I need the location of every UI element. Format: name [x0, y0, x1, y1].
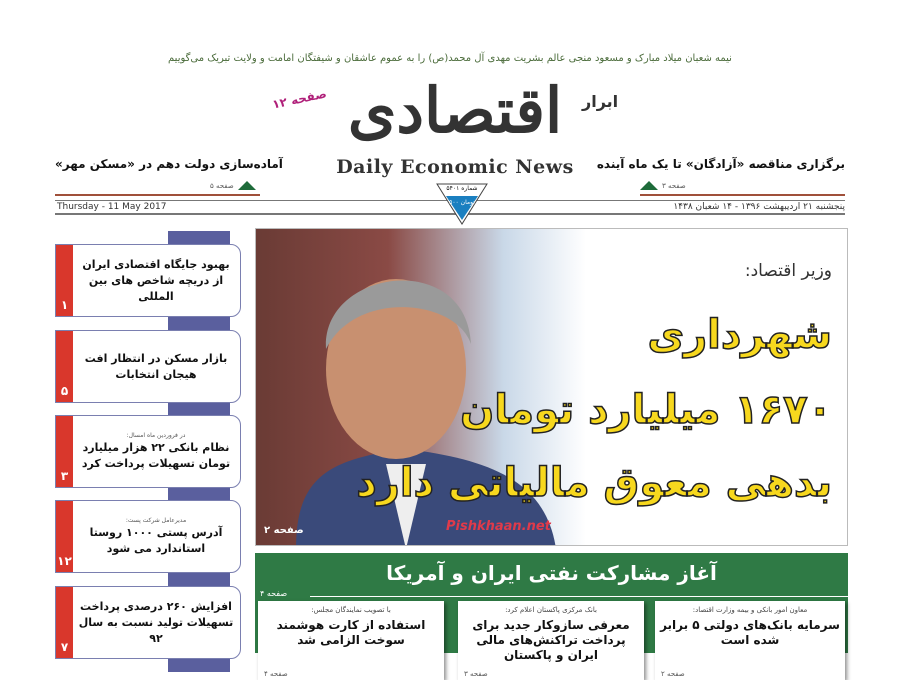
sidebar-title: بهبود جایگاه اقتصادی ایران از دریچه شاخص های بین المللی: [82, 257, 230, 303]
issue-badge: [435, 182, 489, 226]
sidebar-title: آدرس پستی ۱۰۰۰ روستا استاندارد می شود: [89, 526, 223, 555]
card-page: صفحه ۳: [464, 670, 488, 678]
sidebar-item[interactable]: [55, 415, 241, 488]
watermark: Pishkhaan.net: [446, 519, 551, 534]
card-page: صفحه ۴: [264, 670, 288, 678]
card-title: معرفی سازوکار جدید برای پرداخت تراکنش‌های مالی ایران و پاکستان: [472, 618, 630, 662]
divider: [55, 194, 260, 196]
sidebar-item[interactable]: [55, 330, 241, 403]
page-number: ۱: [60, 298, 69, 312]
teaser-right-page: صفحه ۳: [662, 182, 686, 190]
page-number: ۵: [60, 384, 69, 398]
card-page: صفحه ۲: [661, 670, 685, 678]
card-title: سرمایه بانک‌های دولتی ۵ برابر شده است: [660, 618, 840, 647]
sidebar-kicker: مدیرعامل شرکت پست:: [125, 517, 187, 524]
card-title: استفاده از کارت هوشمند سوخت الزامی شد: [276, 618, 426, 647]
teaser-left-page: صفحه ۵: [210, 182, 234, 190]
connector: [168, 659, 230, 672]
issue-number: شماره ۵۴۰۱: [446, 185, 478, 192]
card-kicker: معاون امور بانکی و بیمه وزارت اقتصاد:: [692, 606, 808, 614]
banner-headline: آغاز مشارکت نفتی ایران و آمریکا: [386, 561, 717, 585]
sidebar-title: نظام بانکی ۲۲ هزار میلیارد تومان تسهیلات پرداخت کرد: [81, 441, 231, 470]
connector: [168, 317, 230, 330]
sidebar-item[interactable]: [55, 244, 241, 317]
main-headline-line3: بدهی معوق مالیاتی دارد: [356, 460, 832, 506]
main-kicker: وزیر اقتصاد:: [744, 261, 832, 281]
page-number: ۳: [60, 469, 69, 483]
divider: [310, 596, 848, 597]
logo-subtitle: ابرار: [582, 92, 619, 111]
newspaper-logo: اقتصادی: [347, 74, 563, 147]
connector: [168, 573, 230, 586]
banner-page: صفحه ۴: [260, 589, 288, 598]
sidebar-title: بازار مسکن در انتظار افت هیجان انتخابات: [84, 351, 228, 381]
main-headline-line2: ۱۶۷۰ میلیارد تومان: [460, 387, 832, 433]
main-story[interactable]: [255, 228, 848, 546]
teaser-left[interactable]: آماده‌سازی دولت دهم در «مسکن مهر»: [55, 157, 283, 171]
card-kicker: بانک مرکزی پاکستان اعلام کرد:: [505, 606, 597, 614]
news-card[interactable]: [655, 601, 845, 680]
date-english: Thursday - 11 May 2017: [57, 202, 167, 212]
sidebar-title: افزایش ۲۶۰ درصدی پرداخت تسهیلات تولید نسبت به سال ۹۲: [78, 599, 234, 645]
teaser-right[interactable]: برگزاری مناقصه «آزادگان» تا یک ماه آینده: [596, 157, 845, 171]
connector: [168, 231, 230, 244]
page-number: ۱۲: [57, 554, 72, 568]
sidebar-item[interactable]: [55, 586, 241, 659]
date-persian: پنجشنبه ۲۱ اردیبهشت ۱۳۹۶ - ۱۴ شعبان ۱۴۳۸: [673, 202, 845, 212]
main-headline-line1: شهرداری: [647, 312, 832, 358]
news-card[interactable]: [458, 601, 644, 680]
page-number: ۷: [60, 640, 69, 654]
sidebar-item[interactable]: [55, 500, 241, 573]
triangle-marker-icon: [640, 181, 658, 190]
english-title: Daily Economic News: [320, 157, 590, 178]
triangle-marker-icon: [238, 181, 256, 190]
top-greeting-line: نیمه شعبان میلاد مبارک و مسعود منجی عالم بشریت مهدی آل محمد(ص) را به عموم عاشقان و شیفتگان امامت و ولایت تبریک می‌گوییم: [168, 53, 732, 64]
sidebar-kicker: در فروردین ماه امسال:: [126, 432, 186, 439]
main-story-page: صفحه ۲: [264, 525, 304, 536]
price: ۵۰۰ تومان: [449, 199, 475, 206]
card-kicker: با تصویب نمایندگان مجلس:: [311, 606, 391, 614]
divider: [640, 194, 845, 196]
news-card[interactable]: [258, 601, 444, 680]
page-count: ۱۲ صفحه: [271, 86, 328, 112]
